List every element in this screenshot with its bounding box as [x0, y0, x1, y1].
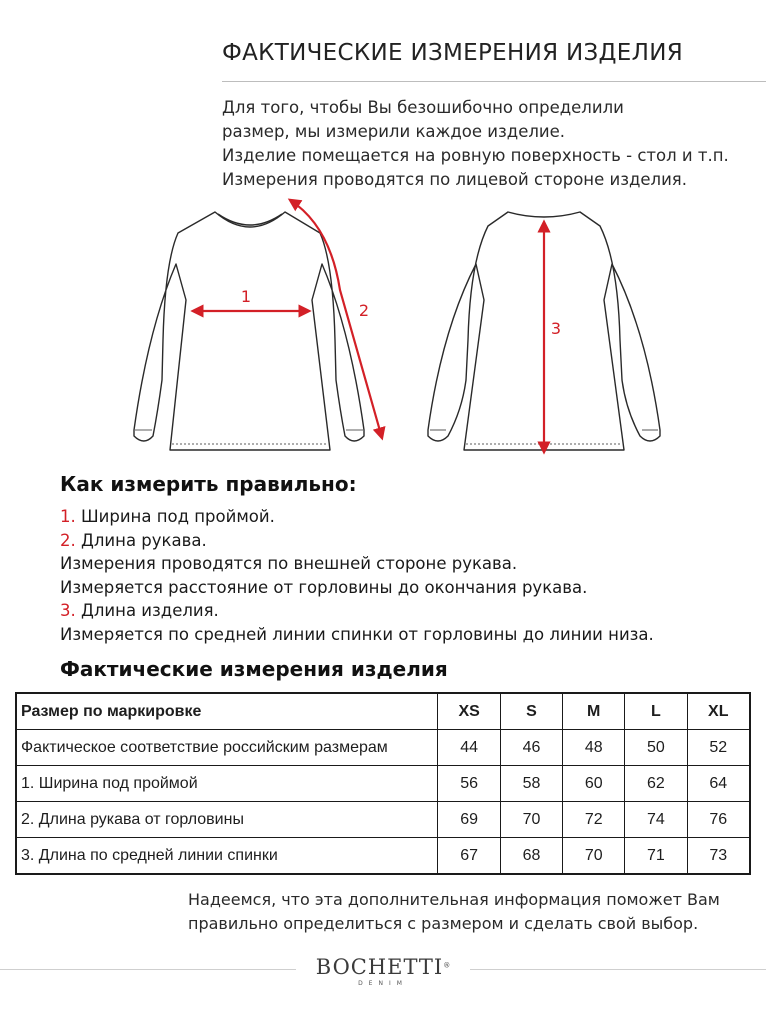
table-row [16, 730, 750, 766]
measure-3-label: 3 [550, 319, 562, 338]
brand-subtitle: DENIM [358, 980, 408, 987]
table-cell: S [500, 693, 562, 730]
table-cell: 56 [438, 766, 500, 802]
howto-text: Измеряется расстояние от горловины до окончания рукава. [60, 577, 588, 597]
table-cell: 70 [500, 802, 562, 838]
howto-item [60, 505, 654, 529]
table-cell: 72 [563, 802, 625, 838]
table-cell: 1. Ширина под проймой [16, 766, 438, 802]
intro-line: размер, мы измерили каждое изделие. [222, 122, 566, 141]
howto-text: Измерения проводятся по внешней стороне рукава. [60, 554, 518, 573]
howto-item [60, 529, 654, 553]
table-cell: XL [687, 693, 750, 730]
table-cell: 70 [563, 838, 625, 875]
howto-number: 3. [60, 601, 76, 620]
table-cell: 46 [500, 730, 562, 766]
table-title: Фактические измерения изделия [60, 657, 448, 681]
table-cell: 60 [563, 766, 625, 802]
table-cell: 52 [687, 730, 750, 766]
table-row [16, 838, 750, 875]
table-cell: 71 [625, 838, 687, 875]
brand-logo [300, 955, 466, 987]
measure-2-label: 2 [358, 301, 370, 320]
table-cell: 74 [625, 802, 687, 838]
table-cell: 69 [438, 802, 500, 838]
table-cell: 44 [438, 730, 500, 766]
registered-mark: ® [443, 961, 451, 970]
brand-name: BOCHETTI [315, 955, 444, 979]
howto-title: Как измерить правильно: [60, 472, 357, 496]
howto-list [60, 505, 654, 646]
footer-divider-left [0, 969, 296, 970]
howto-number: 1. [60, 507, 76, 526]
closing-line: правильно определиться с размером и сделать свой выбор. [188, 914, 699, 933]
page-title: ФАКТИЧЕСКИЕ ИЗМЕРЕНИЯ ИЗДЕЛИЯ [222, 40, 684, 66]
table-cell: 67 [438, 838, 500, 875]
table-cell: 58 [500, 766, 562, 802]
table-cell: Размер по маркировке [16, 693, 438, 730]
table-header-row [16, 693, 750, 730]
howto-text: Измеряется по средней линии спинки от горловины до линии низа. [60, 624, 654, 644]
howto-item [60, 576, 654, 600]
table-cell: 2. Длина рукава от горловины [16, 802, 438, 838]
table-row [16, 766, 750, 802]
measure-1-label: 1 [240, 287, 252, 306]
howto-item [60, 599, 654, 623]
intro-line: Измерения проводятся по лицевой стороне изделия. [222, 170, 687, 189]
table-cell: M [563, 693, 625, 730]
table-cell: 68 [500, 838, 562, 875]
closing-line: Надеемся, что эта дополнительная информация поможет Вам [188, 890, 720, 909]
closing-text [188, 888, 720, 936]
intro-line: Для того, чтобы Вы безошибочно определили [222, 98, 624, 117]
table-cell: 50 [625, 730, 687, 766]
table-cell: 64 [687, 766, 750, 802]
garment-diagram [0, 0, 766, 470]
table-row [16, 802, 750, 838]
table-cell: 62 [625, 766, 687, 802]
table-cell: L [625, 693, 687, 730]
size-table [15, 692, 751, 875]
table-cell: 76 [687, 802, 750, 838]
table-cell: XS [438, 693, 500, 730]
table-cell: 73 [687, 838, 750, 875]
howto-item [60, 552, 654, 576]
howto-text: Длина изделия. [75, 601, 219, 620]
table-cell: Фактическое соответствие российским размерам [16, 730, 438, 766]
table-cell: 3. Длина по средней линии спинки [16, 838, 438, 875]
footer-divider-right [470, 969, 766, 970]
intro-line: Изделие помещается на ровную поверхность - стол и т.п. [222, 146, 729, 165]
howto-number: 2. [60, 530, 76, 550]
howto-text: Ширина под проймой. [75, 507, 275, 526]
table-cell: 48 [563, 730, 625, 766]
howto-item [60, 623, 654, 647]
howto-text: Длина рукава. [75, 530, 207, 550]
